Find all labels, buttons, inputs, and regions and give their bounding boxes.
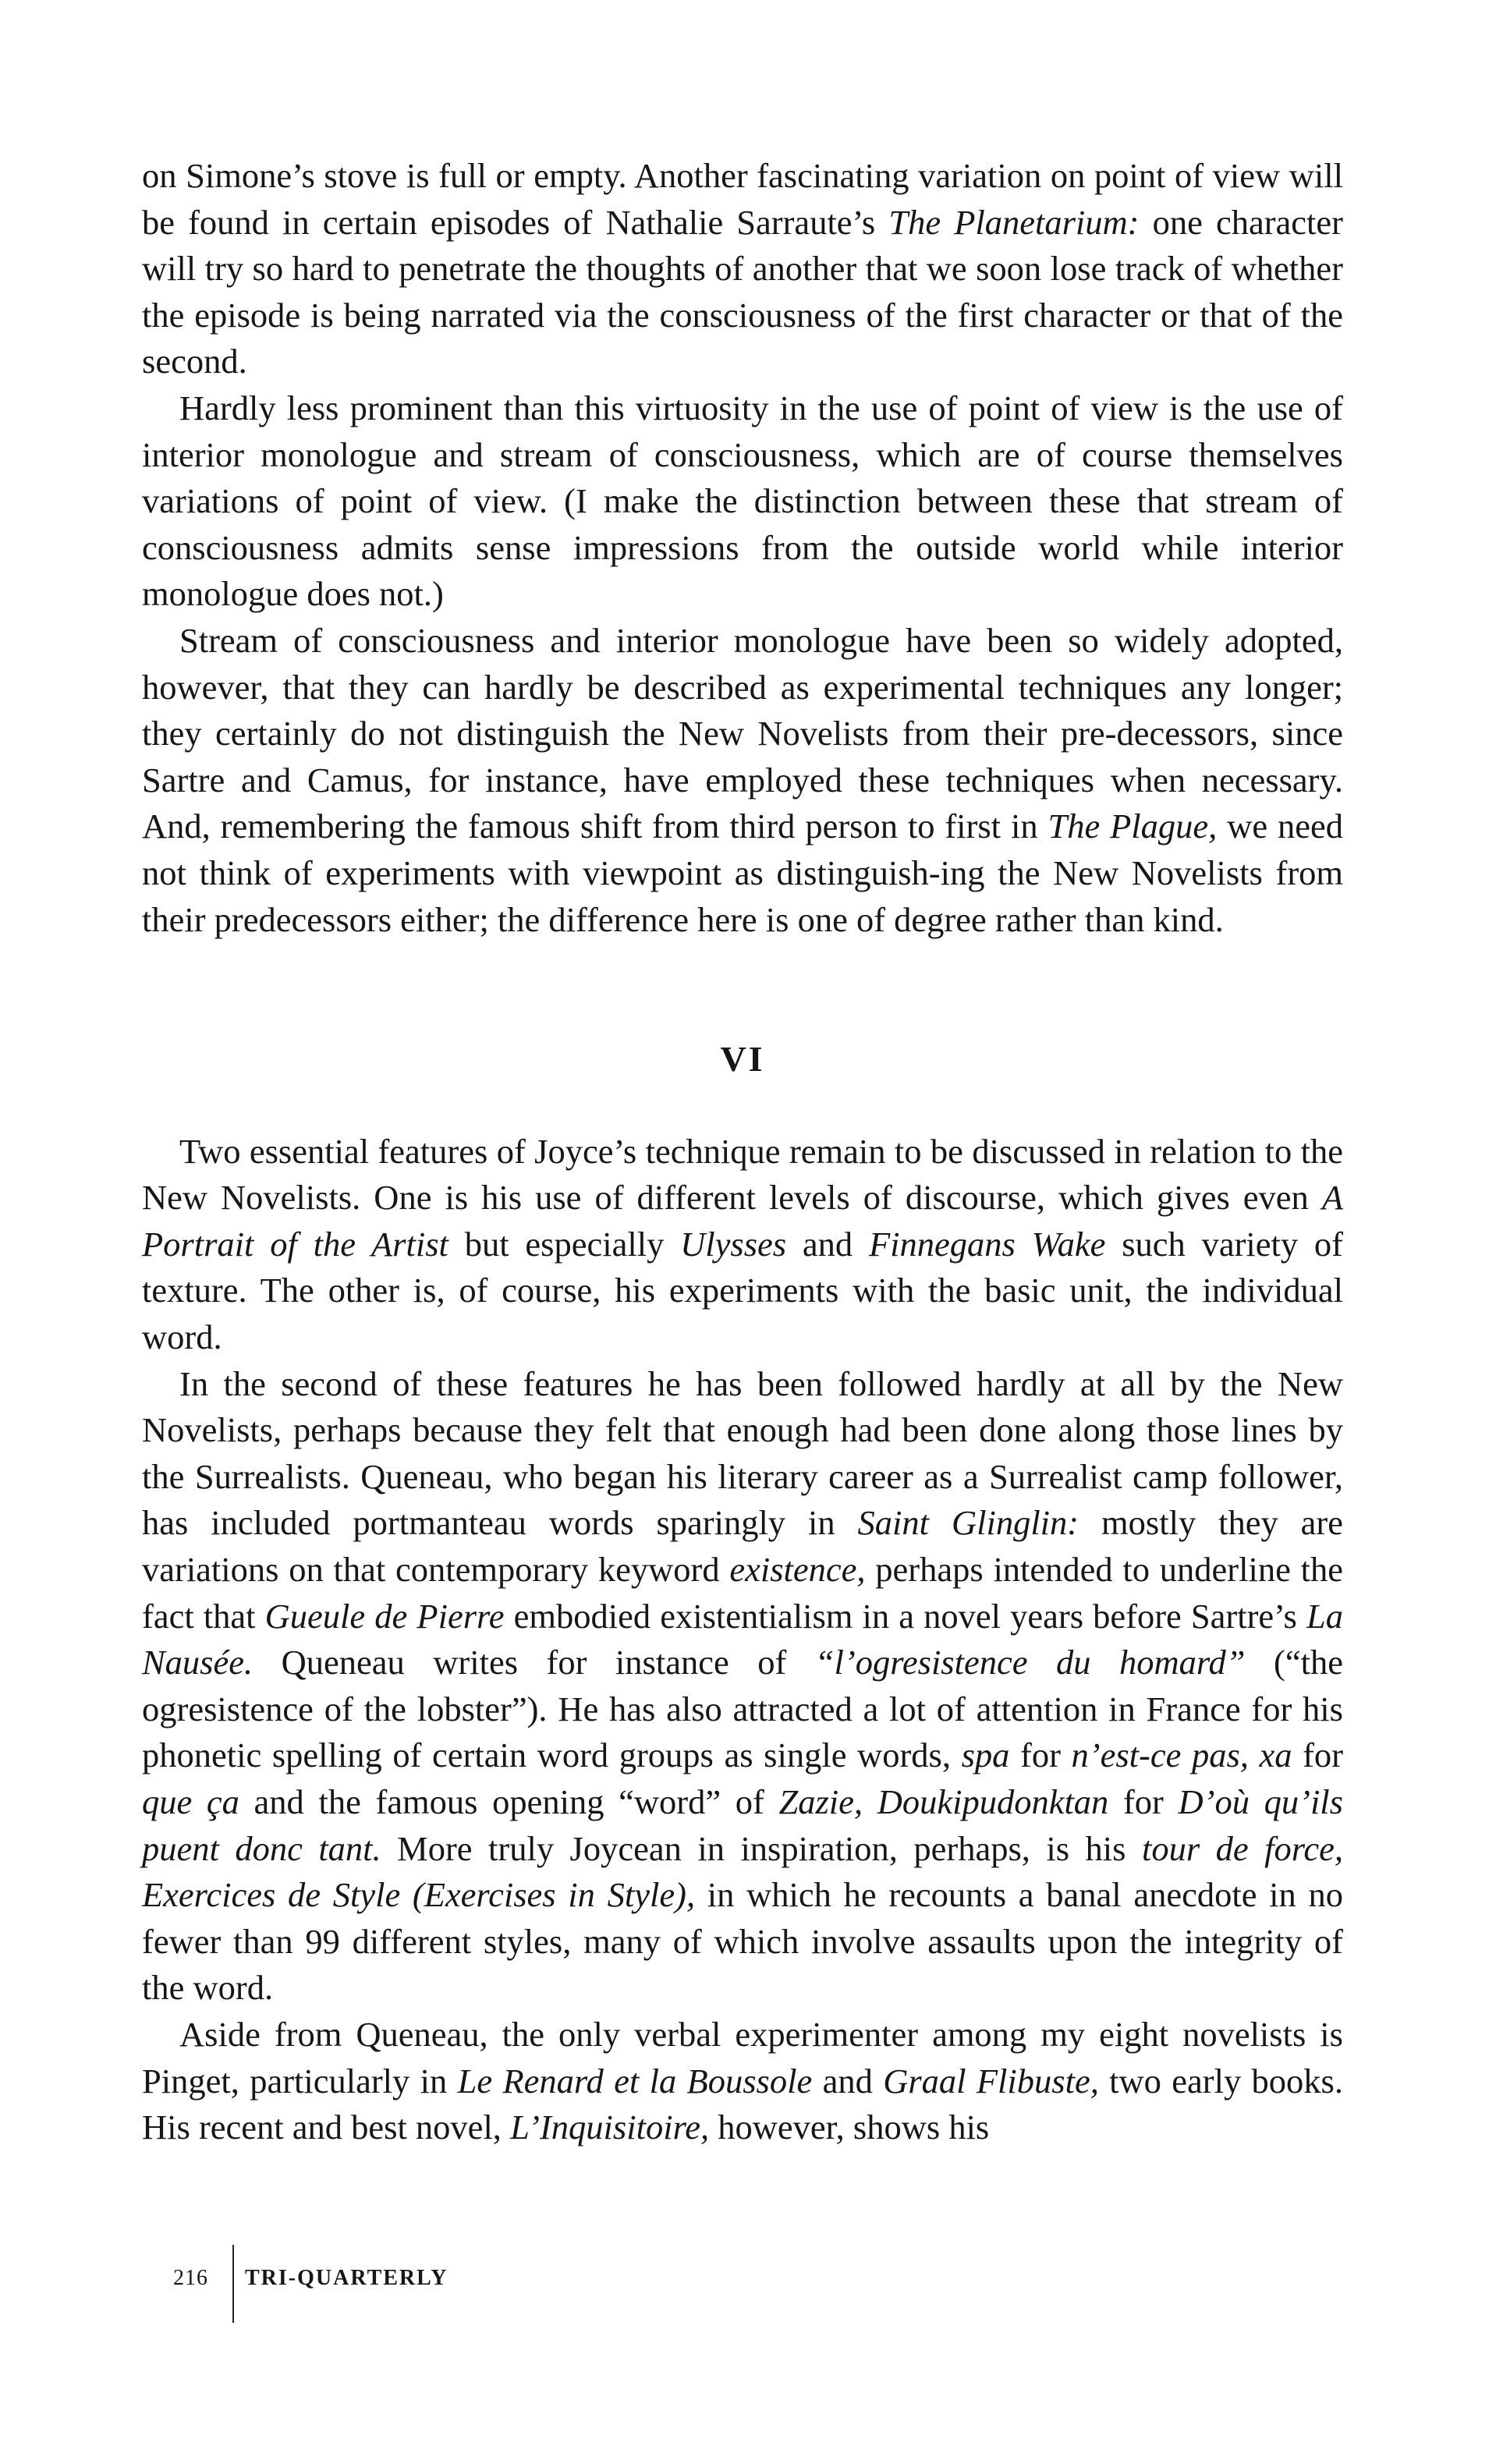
text-run: but especially	[448, 1224, 681, 1264]
italic-text-run: Graal Flibuste,	[883, 2061, 1099, 2101]
paragraph	[142, 1361, 1343, 2012]
text-run: mostly they are variations on that contemporary keyword	[142, 1503, 1344, 1590]
italic-text-run: n’est-ce pas, xa	[1071, 1735, 1292, 1775]
page-body	[142, 153, 1343, 2151]
text-run: for	[1108, 1782, 1179, 1821]
italic-text-run: D’où qu’ils puent donc tant.	[142, 1782, 1343, 1868]
text-run: In the second of these features he has been followed hardly at all by the New Novelists, perhaps because they felt that enough had been done along those lines by the Surrealists. Queneau, who began his literary career as a Surrealist camp follower, has included portmanteau words sparingly in	[142, 1363, 1343, 1543]
italic-text-run: “l’ogresistence du homard”	[814, 1643, 1246, 1682]
text-run: embodied existentialism in a novel years before Sartre’s	[504, 1596, 1306, 1636]
page-number: 216	[173, 2266, 208, 2290]
text-run: for	[1009, 1735, 1072, 1775]
text-run: two early books. His recent and best novel,	[142, 2061, 1343, 2147]
paragraph	[142, 618, 1343, 943]
text-run: and the famous opening “word” of	[239, 1782, 779, 1821]
text-run: on Simone’s stove is full or empty. Another fascinating variation on point of view will be found in certain episodes of Nathalie Sarraute’s	[142, 156, 1343, 242]
italic-text-run: que ça	[142, 1782, 239, 1821]
text-run: however, shows his	[709, 2108, 990, 2147]
italic-text-run: Zazie, Doukipudonktan	[778, 1782, 1109, 1821]
italic-text-run: A Portrait of the Artist	[142, 1178, 1343, 1264]
running-title: TRI-QUARTERLY	[245, 2266, 448, 2290]
section-heading: VI	[720, 1039, 765, 1080]
italic-text-run: spa	[961, 1735, 1010, 1775]
text-run: Queneau writes for instance of	[253, 1643, 815, 1682]
italic-text-run: Saint Glinglin:	[857, 1503, 1079, 1543]
paragraph	[142, 1129, 1343, 1361]
text-run: Hardly less prominent than this virtuosity in the use of point of view is the use of interior monologue and stream of consciousness, which are of course themselves variations of point of view. (I make the distinction between these that stream of consciousness admits sense impressions from the outside world while interior monologue does not.)	[142, 388, 1343, 614]
text-run: and	[812, 2061, 884, 2101]
text-run: for	[1292, 1735, 1343, 1775]
italic-text-run: existence,	[729, 1550, 866, 1590]
italic-text-run: Finnegans Wake	[868, 1224, 1106, 1264]
text-run: such variety of texture. The other is, of course, his experiments with the basic unit, the individual word.	[142, 1224, 1343, 1357]
text-run: perhaps intended to underline the fact that	[142, 1550, 1343, 1636]
text-run: (“the ogresistence of the lobster”). He has also attracted a lot of attention in France for his phonetic spelling of certain word groups as single words,	[142, 1643, 1343, 1775]
paragraph	[142, 2012, 1343, 2151]
text-run: in which he recounts a banal anecdote in no fewer than 99 different styles, many of which involve assaults upon the integrity of the word.	[142, 1875, 1344, 2008]
text-run: Stream of consciousness and interior monologue have been so widely adopted, however, that they can hardly be described as experimental techniques any longer; they certainly do not distinguish the New Novelists from their pre-decessors, since Sartre and Camus, for instance, have employed these techniques when necessary. And, remembering the famous shift from third person to first in	[142, 620, 1343, 846]
paragraph	[142, 385, 1343, 618]
italic-text-run: Gueule de Pierre	[264, 1596, 505, 1636]
italic-text-run: L’Inquisitoire,	[510, 2108, 710, 2147]
paragraph	[142, 153, 1343, 385]
text-run: one character will try so hard to penetrate the thoughts of another that we soon lose track of whether the episode is being narrated via the consciousness of the first character or that of the second.	[142, 202, 1343, 381]
footer-divider	[232, 2245, 234, 2323]
italic-text-run: The Plague,	[1048, 807, 1218, 846]
text-run: Two essential features of Joyce’s technique remain to be discussed in relation to the New Novelists. One is his use of different levels of discourse, which gives even	[142, 1131, 1343, 1218]
italic-text-run: Ulysses	[680, 1224, 787, 1264]
text-run: we need not think of experiments with viewpoint as distinguish-ing the New Novelists from their predecessors either; the difference here is one of degree rather than kind.	[142, 807, 1343, 939]
italic-text-run: The Planetarium:	[888, 202, 1140, 242]
text-after-section	[142, 1129, 1343, 2151]
italic-text-run: tour de force, Exercices de Style (Exercises in Style),	[142, 1828, 1344, 1915]
italic-text-run: Le Renard et la Boussole	[457, 2061, 813, 2101]
text-before-section	[142, 153, 1343, 943]
text-run: More truly Joycean in inspiration, perhaps, is his	[381, 1828, 1142, 1868]
text-run: and	[786, 1224, 869, 1264]
text-run: Aside from Queneau, the only verbal experimenter among my eight novelists is Pinget, particularly in	[142, 2014, 1343, 2101]
italic-text-run: La Nausée.	[142, 1596, 1343, 1682]
